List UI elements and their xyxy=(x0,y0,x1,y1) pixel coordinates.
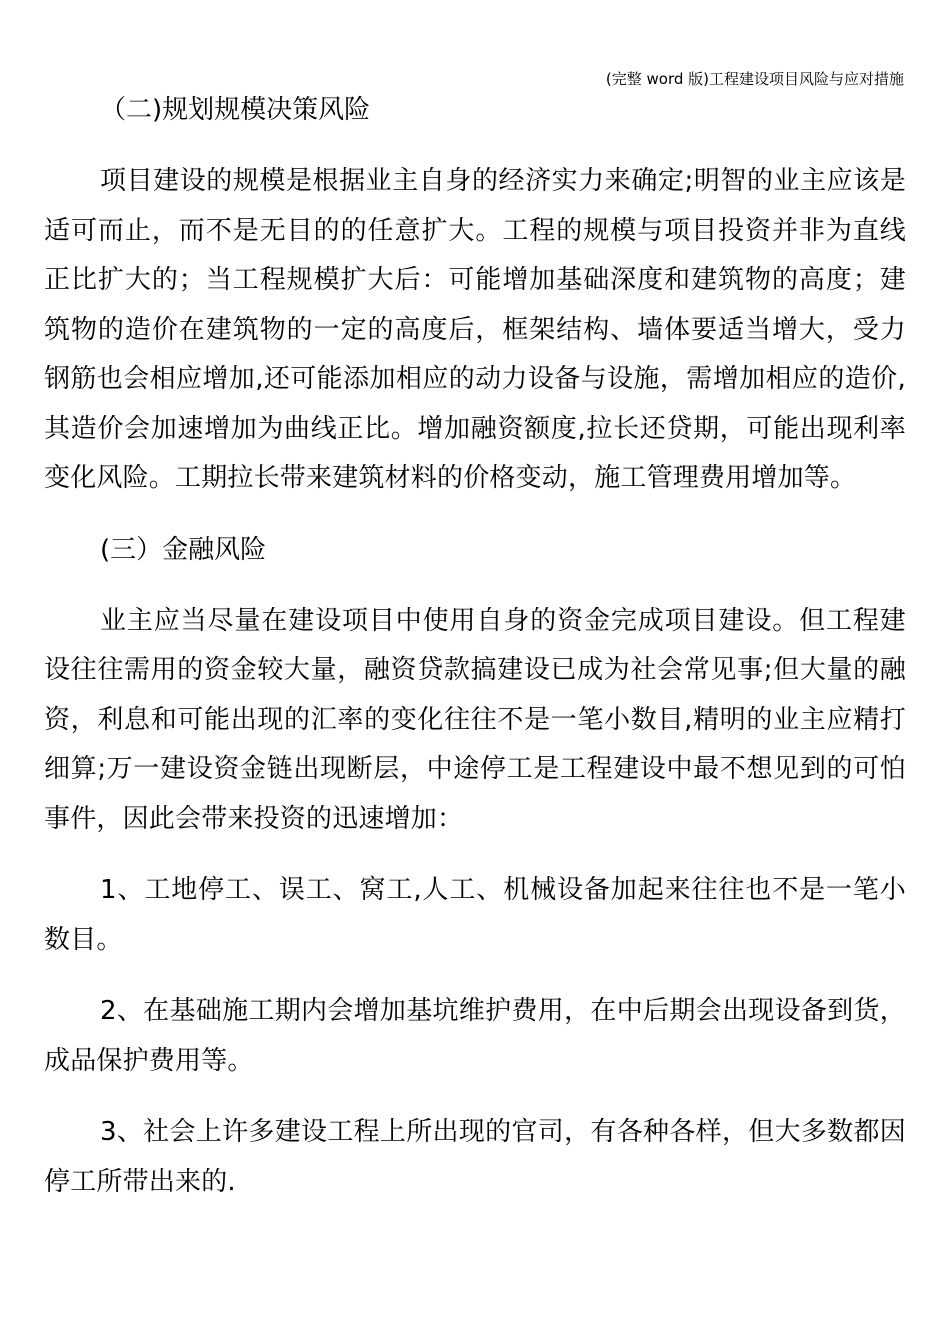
paragraph-financial-risk: 业主应当尽量在建设项目中使用自身的资金完成项目建设。但工程建设往往需用的资金较大量，融资贷款搞建设已成为社会常见事;但大量的融资，利息和可能出现的汇率的变化往往不是一笔小数目,精明的业主应精打细算;万一建设资金链出现断层，中途停工是工程建设中最不想见到的可怕事件，因此会带来投资的迅速增加： xyxy=(44,605,906,834)
spacer xyxy=(44,844,906,866)
spacer xyxy=(44,1086,906,1108)
spacer xyxy=(44,135,906,157)
spacer xyxy=(44,965,906,987)
section-heading-financial-risk: (三）金融风险 xyxy=(100,534,267,565)
list-item-work-stoppage: 1、工地停工、误工、窝工,人工、机械设备加起来往往也不是一笔小数目。 xyxy=(44,875,906,955)
section-heading-planning-risk: （二)规划规模决策风险 xyxy=(100,95,371,125)
running-header: (完整 word 版)工程建设项目风险与应对措施 xyxy=(605,70,904,88)
spacer xyxy=(44,504,906,526)
paragraph-planning-risk: 项目建设的规模是根据业主自身的经济实力来确定;明智的业主应该是适可而止，而不是无目的的任意扩大。工程的规模与项目投资并非为直线正比扩大的；当工程规模扩大后：可能增加基础深度和建筑物的高度；建筑物的造价在建筑物的一定的高度后，框架结构、墙体要适当增大，受力钢筋也会相应增加,还可能添加相应的动力设备与设施，需增加相应的造价,其造价会加速增加为曲线正比。增加融资额度,拉长还贷期，可能出现利率变化风险。工期拉长带来建筑材料的价格变动，施工管理费用增加等。 xyxy=(44,166,906,493)
list-item-maintenance-costs: 2、在基础施工期内会增加基坑维护费用，在中后期会出现设备到货，成品保护费用等。 xyxy=(44,996,906,1076)
list-item-lawsuits: 3、社会上许多建设工程上所出现的官司，有各种各样，但大多数都因停工所带出来的. xyxy=(44,1117,906,1197)
document-body xyxy=(44,86,906,1207)
spacer xyxy=(44,575,906,597)
